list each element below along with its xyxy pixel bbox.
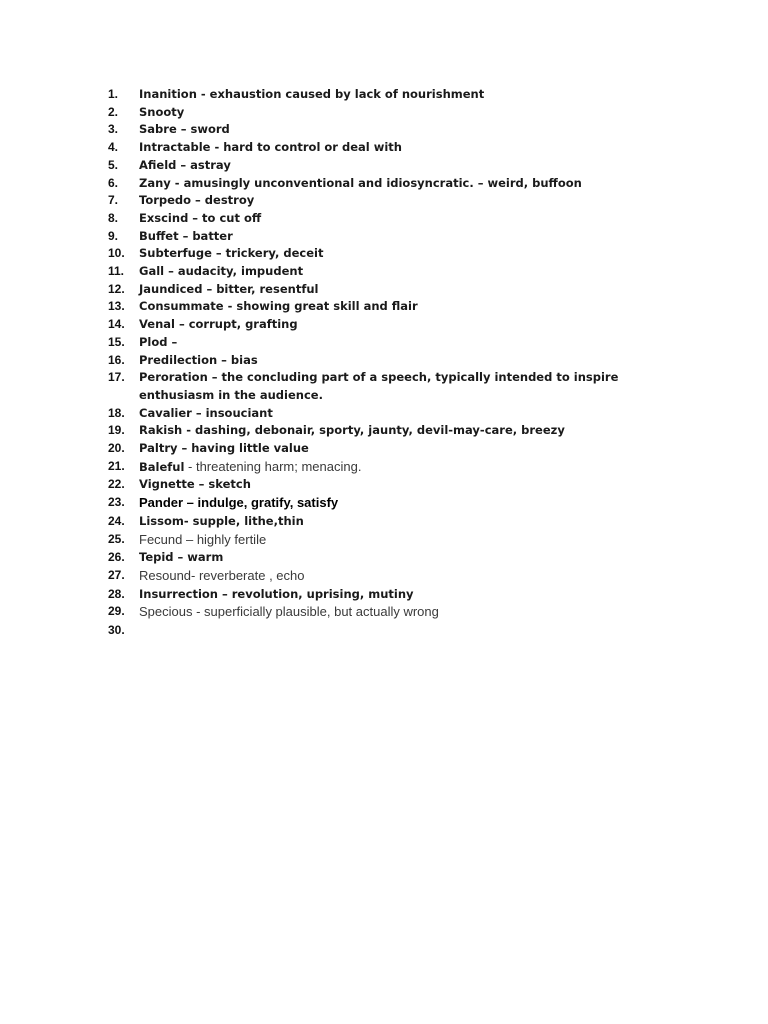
list-item-number: 1.: [108, 87, 119, 101]
list-item: [108, 86, 688, 104]
text-segment: Baleful: [139, 459, 185, 474]
list-item: [108, 316, 688, 334]
list-item-number: 24.: [108, 513, 125, 528]
list-item-number: 12.: [108, 281, 125, 296]
list-item: [108, 603, 688, 622]
list-item: [108, 228, 688, 246]
text-segment: Inanition - exhaustion caused by lack of nourishment: [139, 87, 485, 101]
list-item-number: 20.: [108, 441, 125, 456]
list-item-number: 26.: [108, 550, 125, 565]
list-item-number: 10.: [108, 246, 125, 261]
text-segment: Tepid – warm: [139, 550, 224, 565]
list-item: [108, 458, 688, 477]
list-item-number: 4.: [108, 140, 119, 155]
list-item: [108, 352, 688, 370]
list-item-text: [139, 422, 688, 440]
list-item: [108, 549, 688, 567]
text-segment: Snooty: [139, 104, 185, 119]
list-item-number: 25.: [108, 531, 125, 546]
text-segment: Rakish - dashing, debonair, sporty, jaunty, devil-may-care, breezy: [139, 423, 565, 438]
list-item: [108, 422, 688, 440]
text-segment: Pander – indulge, gratify, satisfy: [139, 495, 339, 511]
list-item-number: 3.: [108, 122, 119, 137]
list-item-text: [139, 139, 688, 157]
text-segment: Insurrection – revolution, uprising, mutiny: [139, 586, 414, 601]
list-item-text: [139, 531, 688, 550]
text-segment: Torpedo – destroy: [139, 193, 255, 208]
list-item: [108, 531, 688, 550]
list-item-text: [139, 405, 688, 423]
text-segment: - threatening harm; menacing.: [184, 458, 362, 474]
list-item-number: 13.: [108, 299, 125, 314]
list-item-number: 23.: [108, 495, 125, 510]
list-item-number: 15.: [108, 334, 125, 349]
list-item: [108, 281, 688, 299]
list-item-text: [139, 458, 688, 477]
list-item-text: [139, 228, 688, 246]
list-item-text: [139, 334, 688, 352]
list-item-text: [139, 192, 688, 210]
list-item: [108, 513, 688, 531]
text-segment: Exscind – to cut off: [139, 210, 262, 225]
vocabulary-list: [108, 86, 688, 640]
list-item: [108, 440, 688, 458]
text-segment: Fecund – highly fertile: [139, 531, 267, 547]
list-item-number: 22.: [108, 477, 125, 492]
list-item-text: [139, 121, 688, 139]
list-item: [108, 121, 688, 139]
text-segment: Specious - superficially plausible, but actually wrong: [139, 604, 439, 620]
text-segment: Resound- reverberate , echo: [139, 567, 305, 583]
text-segment: Gall – audacity, impudent: [139, 264, 304, 279]
list-item: [108, 334, 688, 352]
list-item: [108, 586, 688, 604]
text-segment: Buffet – batter: [139, 228, 233, 243]
list-item-text: [139, 352, 688, 370]
list-item-text: [139, 157, 688, 175]
list-item-text: [139, 440, 688, 458]
text-segment: Lissom- supple, lithe,thin: [139, 513, 304, 528]
list-item-number: 19.: [108, 423, 125, 438]
list-item-text: [139, 86, 688, 104]
list-item-number: 18.: [108, 405, 125, 420]
list-item-number: 16.: [108, 352, 125, 367]
list-item-number: 30.: [108, 623, 125, 638]
list-item-text: [139, 210, 688, 228]
text-segment: Paltry – having little value: [139, 441, 309, 456]
list-item-text: [139, 476, 688, 494]
list-item-text: [139, 104, 688, 122]
list-item-text: [139, 316, 688, 334]
list-item-number: 14.: [108, 317, 125, 332]
text-segment: Plod –: [139, 334, 178, 349]
list-item-text: [139, 603, 688, 622]
list-item: [108, 567, 688, 586]
text-segment: Jaundiced – bitter, resentful: [139, 281, 319, 296]
list-item: [108, 476, 688, 494]
text-segment: Consummate - showing great skill and flair: [139, 299, 418, 314]
list-item: [108, 405, 688, 423]
list-item-number: 28.: [108, 586, 125, 601]
list-item: [108, 369, 688, 404]
list-item-number: 5.: [108, 157, 119, 172]
list-item: [108, 192, 688, 210]
list-item-text: [139, 549, 688, 567]
list-item-number: 9.: [108, 228, 119, 243]
text-segment: Peroration – the concluding part of a speech, typically intended to inspire enthusiasm in the audience.: [139, 370, 623, 402]
list-item: [108, 104, 688, 122]
list-item: [108, 263, 688, 281]
list-item-number: 2.: [108, 104, 119, 119]
list-item: [108, 245, 688, 263]
list-item: [108, 622, 688, 640]
text-segment: Zany - amusingly unconventional and idiosyncratic. – weird, buffoon: [139, 175, 582, 190]
list-item-text: [139, 369, 688, 404]
list-item: [108, 157, 688, 175]
list-item-text: [139, 281, 688, 299]
list-item-text: [139, 513, 688, 531]
list-item-number: 17.: [108, 370, 125, 385]
list-item: [108, 139, 688, 157]
list-item: [108, 494, 688, 513]
list-item-text: [139, 494, 688, 513]
text-segment: Sabre – sword: [139, 122, 230, 137]
text-segment: Afield – astray: [139, 157, 231, 172]
text-segment: Intractable - hard to control or deal with: [139, 140, 402, 155]
list-item-text: [139, 175, 688, 193]
text-segment: Cavalier – insouciant: [139, 405, 273, 420]
list-item-number: 27.: [108, 567, 125, 582]
list-item-number: 8.: [108, 210, 119, 225]
list-item-number: 7.: [108, 193, 119, 208]
list-item-text: [139, 245, 688, 263]
list-item-text: [139, 263, 688, 281]
text-segment: Venal – corrupt, grafting: [139, 317, 298, 332]
list-item: [108, 298, 688, 316]
text-segment: Predilection – bias: [139, 352, 258, 367]
list-item-text: [139, 298, 688, 316]
text-segment: Subterfuge – trickery, deceit: [139, 246, 324, 261]
list-item-number: 6.: [108, 175, 119, 190]
list-item-text: [139, 567, 688, 586]
list-item-number: 11.: [108, 264, 125, 279]
list-item-number: 29.: [108, 604, 125, 619]
list-item: [108, 210, 688, 228]
text-segment: Vignette – sketch: [139, 477, 251, 492]
list-item-text: [139, 586, 688, 604]
list-item: [108, 175, 688, 193]
list-item-number: 21.: [108, 458, 125, 473]
